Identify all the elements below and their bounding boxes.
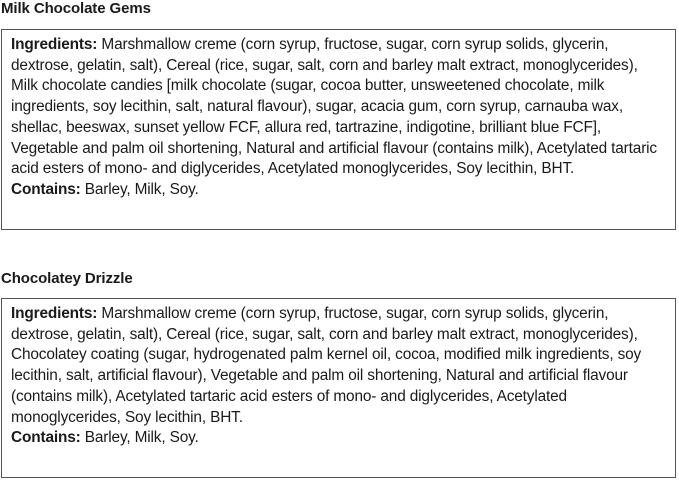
section-title-chocolatey-drizzle: Chocolatey Drizzle xyxy=(1,270,133,287)
contains-label: Contains: xyxy=(11,429,81,447)
contains-paragraph xyxy=(11,428,667,449)
ingredients-text: Marshmallow creme (corn syrup, fructose, sugar, corn syrup solids, glycerin, dextrose, gelatin, salt), Cereal (rice, sugar, salt, corn and barley malt extract, monoglycerides), Chocolatey coating (sugar, hydrogenated palm kernel oil, cocoa, modified milk ingredients, soy lecithin, salt, artificial flavour), Vegetable and palm oil shortening, Natural and artificial flavour (contains milk), Acetylated tartaric acid esters of mono- and diglycerides, Acetylated monoglycerides, Soy lecithin, BHT. xyxy=(11,305,642,426)
ingredients-box-chocolatey-drizzle xyxy=(1,298,676,478)
ingredients-label: Ingredients: xyxy=(11,36,98,53)
ingredients-paragraph xyxy=(11,304,667,428)
ingredients-label: Ingredients: xyxy=(11,305,98,322)
contains-text: Barley, Milk, Soy. xyxy=(84,429,199,447)
ingredients-box-milk-chocolate-gems xyxy=(1,29,676,230)
contains-label: Contains: xyxy=(11,180,81,198)
ingredients-paragraph xyxy=(11,35,667,180)
section-title-milk-chocolate-gems: Milk Chocolate Gems xyxy=(1,0,151,17)
contains-text: Barley, Milk, Soy. xyxy=(84,180,199,198)
ingredients-text: Marshmallow creme (corn syrup, fructose, sugar, corn syrup solids, glycerin, dextrose, gelatin, salt), Cereal (rice, sugar, salt, corn and barley malt extract, monoglycerides), Milk chocolate candies [milk chocolate (sugar, cocoa butter, unsweetened chocolate, milk ingredients, soy lecithin, salt, natural flavour), sugar, acacia gum, corn syrup, carnauba wax, shellac, beeswax, sunset yellow FCF, allura red, tartrazine, indigotine, brilliant blue FCF], Vegetable and palm oil shortening, Natural and artificial flavour (contains milk), Acetylated tartaric acid esters of mono- and diglycerides, Acetylated monoglycerides, Soy lecithin, BHT. xyxy=(11,36,657,178)
contains-paragraph xyxy=(11,180,667,201)
